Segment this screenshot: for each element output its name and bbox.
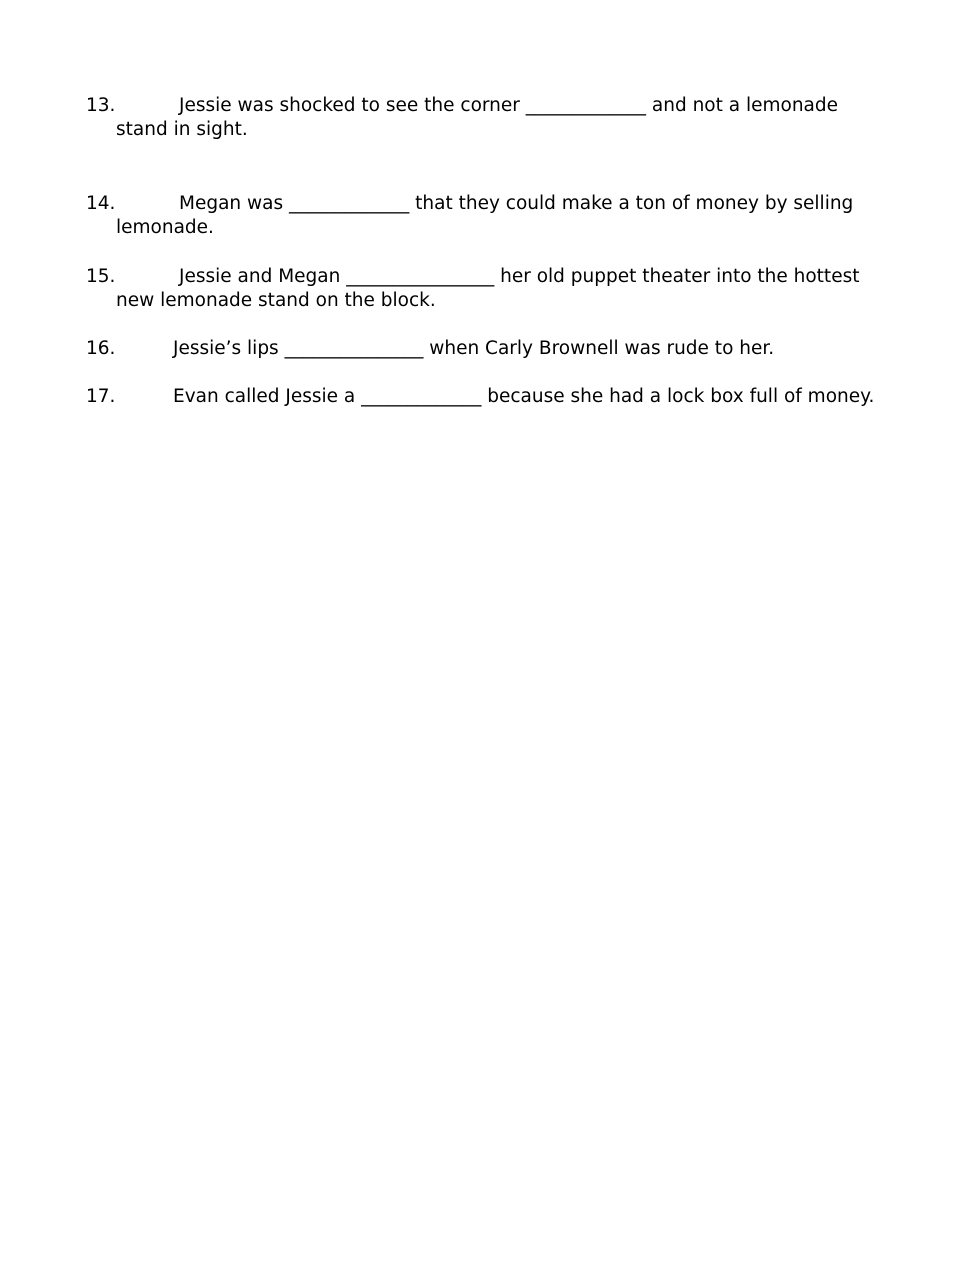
question-16: [86, 337, 916, 361]
question-14-line-1: [86, 192, 916, 216]
question-15-number: 15.: [86, 266, 116, 287]
question-15-line-1: [86, 265, 916, 289]
question-17-line-1: [86, 385, 916, 409]
question-16-number: 16.: [86, 338, 116, 359]
question-14: [86, 192, 916, 240]
question-16-text: Jessie’s lips _______________ when Carly Brownell was rude to her.: [173, 338, 775, 359]
question-16-line-1: [86, 337, 916, 361]
question-15-continuation: new lemonade stand on the block.: [116, 290, 436, 311]
question-15: [86, 265, 916, 313]
question-13: [86, 94, 916, 142]
question-13-number: 13.: [86, 95, 116, 116]
question-14-text: Megan was _____________ that they could make a ton of money by selling: [179, 193, 854, 214]
question-17-text: Evan called Jessie a _____________ because she had a lock box full of money.: [173, 386, 875, 407]
question-13-line-1: [86, 94, 916, 118]
question-13-continuation: stand in sight.: [116, 119, 248, 140]
question-15-text: Jessie and Megan ________________ her old puppet theater into the hottest: [179, 266, 860, 287]
question-14-number: 14.: [86, 193, 116, 214]
question-17-number: 17.: [86, 386, 116, 407]
question-13-text: Jessie was shocked to see the corner _____________ and not a lemonade: [179, 95, 839, 116]
question-17: [86, 385, 916, 409]
question-14-continuation: lemonade.: [116, 217, 214, 238]
